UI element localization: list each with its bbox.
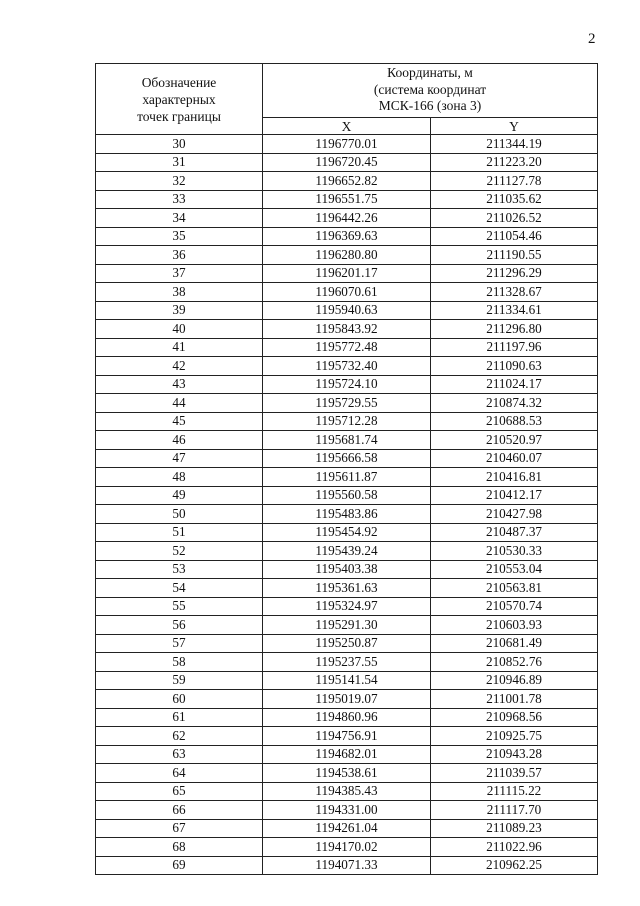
x-coordinate: 1195940.63 [263, 301, 431, 320]
point-number: 33 [96, 190, 263, 209]
y-coordinate: 210530.33 [431, 542, 598, 561]
table-row [96, 856, 598, 875]
point-number: 46 [96, 431, 263, 450]
x-coordinate: 1195324.97 [263, 597, 431, 616]
x-coordinate: 1195403.38 [263, 560, 431, 579]
x-coordinate: 1195666.58 [263, 449, 431, 468]
x-coordinate: 1196280.80 [263, 246, 431, 265]
table-row [96, 838, 598, 857]
y-coordinate: 211089.23 [431, 819, 598, 838]
y-coordinate: 210943.28 [431, 745, 598, 764]
y-coordinate: 211197.96 [431, 338, 598, 357]
table-row [96, 375, 598, 394]
y-coordinate: 210946.89 [431, 671, 598, 690]
point-number: 60 [96, 690, 263, 709]
y-coordinate: 211035.62 [431, 190, 598, 209]
point-number: 57 [96, 634, 263, 653]
point-number: 52 [96, 542, 263, 561]
table-row [96, 431, 598, 450]
table-row [96, 708, 598, 727]
point-number: 37 [96, 264, 263, 283]
point-number: 38 [96, 283, 263, 302]
point-number: 44 [96, 394, 263, 413]
y-coordinate: 210688.53 [431, 412, 598, 431]
table-row [96, 819, 598, 838]
header-coords-line-2: (система координат [373, 81, 487, 97]
table-row [96, 597, 598, 616]
table-row [96, 616, 598, 635]
point-number: 35 [96, 227, 263, 246]
point-number: 49 [96, 486, 263, 505]
point-number: 59 [96, 671, 263, 690]
y-coordinate: 210460.07 [431, 449, 598, 468]
point-number: 50 [96, 505, 263, 524]
point-number: 41 [96, 338, 263, 357]
table-row [96, 320, 598, 339]
y-coordinate: 210416.81 [431, 468, 598, 487]
table-row [96, 745, 598, 764]
table-header-row [96, 64, 598, 118]
table-row [96, 357, 598, 376]
table-row [96, 764, 598, 783]
table-row [96, 542, 598, 561]
x-coordinate: 1196770.01 [263, 135, 431, 154]
x-coordinate: 1195724.10 [263, 375, 431, 394]
point-number: 30 [96, 135, 263, 154]
table-row [96, 338, 598, 357]
x-coordinate: 1195361.63 [263, 579, 431, 598]
point-number: 62 [96, 727, 263, 746]
y-coordinate: 210962.25 [431, 856, 598, 875]
y-coordinate: 210487.37 [431, 523, 598, 542]
table-row [96, 801, 598, 820]
table-row [96, 523, 598, 542]
x-coordinate: 1194071.33 [263, 856, 431, 875]
header-coords-line-3: МСК-166 (зона 3) [378, 98, 482, 113]
y-coordinate: 210520.97 [431, 431, 598, 450]
y-coordinate: 211024.17 [431, 375, 598, 394]
y-coordinate: 211296.29 [431, 264, 598, 283]
table-row [96, 653, 598, 672]
y-coordinate: 210925.75 [431, 727, 598, 746]
table-row [96, 301, 598, 320]
point-number: 61 [96, 708, 263, 727]
y-coordinate: 211090.63 [431, 357, 598, 376]
table-row [96, 394, 598, 413]
point-number: 54 [96, 579, 263, 598]
table-row [96, 246, 598, 265]
table-row [96, 227, 598, 246]
x-coordinate: 1196551.75 [263, 190, 431, 209]
table-row [96, 579, 598, 598]
x-coordinate: 1194261.04 [263, 819, 431, 838]
header-coordinates [263, 64, 598, 118]
table-row [96, 209, 598, 228]
x-coordinate: 1195454.92 [263, 523, 431, 542]
y-coordinate: 210563.81 [431, 579, 598, 598]
point-number: 51 [96, 523, 263, 542]
y-coordinate: 210570.74 [431, 597, 598, 616]
point-number: 63 [96, 745, 263, 764]
table-row [96, 468, 598, 487]
x-coordinate: 1195729.55 [263, 394, 431, 413]
x-coordinate: 1195483.86 [263, 505, 431, 524]
header-y: Y [431, 118, 598, 135]
y-coordinate: 211117.70 [431, 801, 598, 820]
x-coordinate: 1196720.45 [263, 153, 431, 172]
header-point-line-1: Обозначение [141, 74, 217, 90]
x-coordinate: 1196369.63 [263, 227, 431, 246]
x-coordinate: 1195611.87 [263, 468, 431, 487]
y-coordinate: 211328.67 [431, 283, 598, 302]
x-coordinate: 1194756.91 [263, 727, 431, 746]
x-coordinate: 1195141.54 [263, 671, 431, 690]
x-coordinate: 1195439.24 [263, 542, 431, 561]
y-coordinate: 211296.80 [431, 320, 598, 339]
x-coordinate: 1194331.00 [263, 801, 431, 820]
table-row [96, 153, 598, 172]
x-coordinate: 1195560.58 [263, 486, 431, 505]
point-number: 36 [96, 246, 263, 265]
table-row [96, 560, 598, 579]
x-coordinate: 1196442.26 [263, 209, 431, 228]
point-number: 65 [96, 782, 263, 801]
point-number: 31 [96, 153, 263, 172]
y-coordinate: 211334.61 [431, 301, 598, 320]
x-coordinate: 1195250.87 [263, 634, 431, 653]
point-number: 58 [96, 653, 263, 672]
table-row [96, 264, 598, 283]
y-coordinate: 211054.46 [431, 227, 598, 246]
y-coordinate: 211190.55 [431, 246, 598, 265]
point-number: 67 [96, 819, 263, 838]
point-number: 47 [96, 449, 263, 468]
point-number: 48 [96, 468, 263, 487]
header-point-line-3: точек границы [137, 108, 221, 124]
table-row [96, 727, 598, 746]
header-x: X [263, 118, 431, 135]
y-coordinate: 211039.57 [431, 764, 598, 783]
table-row [96, 671, 598, 690]
point-number: 68 [96, 838, 263, 857]
header-point-line-2: характерных [142, 91, 216, 107]
y-coordinate: 210412.17 [431, 486, 598, 505]
point-number: 34 [96, 209, 263, 228]
y-coordinate: 211022.96 [431, 838, 598, 857]
point-number: 56 [96, 616, 263, 635]
table-row [96, 283, 598, 302]
table-row [96, 690, 598, 709]
x-coordinate: 1195237.55 [263, 653, 431, 672]
x-coordinate: 1194538.61 [263, 764, 431, 783]
x-coordinate: 1195843.92 [263, 320, 431, 339]
x-coordinate: 1196652.82 [263, 172, 431, 191]
table-body [96, 135, 598, 875]
y-coordinate: 210968.56 [431, 708, 598, 727]
y-coordinate: 210852.76 [431, 653, 598, 672]
x-coordinate: 1195732.40 [263, 357, 431, 376]
point-number: 43 [96, 375, 263, 394]
point-number: 55 [96, 597, 263, 616]
y-coordinate: 211001.78 [431, 690, 598, 709]
header-coords-line-1: Координаты, м [387, 65, 473, 80]
point-number: 53 [96, 560, 263, 579]
x-coordinate: 1195772.48 [263, 338, 431, 357]
point-number: 45 [96, 412, 263, 431]
point-number: 39 [96, 301, 263, 320]
table-row [96, 449, 598, 468]
table-row [96, 486, 598, 505]
y-coordinate: 210681.49 [431, 634, 598, 653]
point-number: 40 [96, 320, 263, 339]
x-coordinate: 1195712.28 [263, 412, 431, 431]
table-row [96, 412, 598, 431]
table-row [96, 634, 598, 653]
y-coordinate: 211223.20 [431, 153, 598, 172]
y-coordinate: 210427.98 [431, 505, 598, 524]
y-coordinate: 210603.93 [431, 616, 598, 635]
y-coordinate: 210874.32 [431, 394, 598, 413]
x-coordinate: 1194170.02 [263, 838, 431, 857]
coordinates-table [95, 63, 598, 875]
table-row [96, 135, 598, 154]
header-point-designation [96, 64, 263, 135]
y-coordinate: 211127.78 [431, 172, 598, 191]
x-coordinate: 1194860.96 [263, 708, 431, 727]
point-number: 66 [96, 801, 263, 820]
x-coordinate: 1195291.30 [263, 616, 431, 635]
table-row [96, 782, 598, 801]
x-coordinate: 1196070.61 [263, 283, 431, 302]
x-coordinate: 1194682.01 [263, 745, 431, 764]
page-number: 2 [588, 31, 596, 47]
table-row [96, 190, 598, 209]
y-coordinate: 211344.19 [431, 135, 598, 154]
table-row [96, 505, 598, 524]
y-coordinate: 210553.04 [431, 560, 598, 579]
x-coordinate: 1196201.17 [263, 264, 431, 283]
table-row [96, 172, 598, 191]
y-coordinate: 211115.22 [431, 782, 598, 801]
y-coordinate: 211026.52 [431, 209, 598, 228]
x-coordinate: 1195681.74 [263, 431, 431, 450]
x-coordinate: 1195019.07 [263, 690, 431, 709]
point-number: 32 [96, 172, 263, 191]
point-number: 64 [96, 764, 263, 783]
x-coordinate: 1194385.43 [263, 782, 431, 801]
point-number: 69 [96, 856, 263, 875]
point-number: 42 [96, 357, 263, 376]
